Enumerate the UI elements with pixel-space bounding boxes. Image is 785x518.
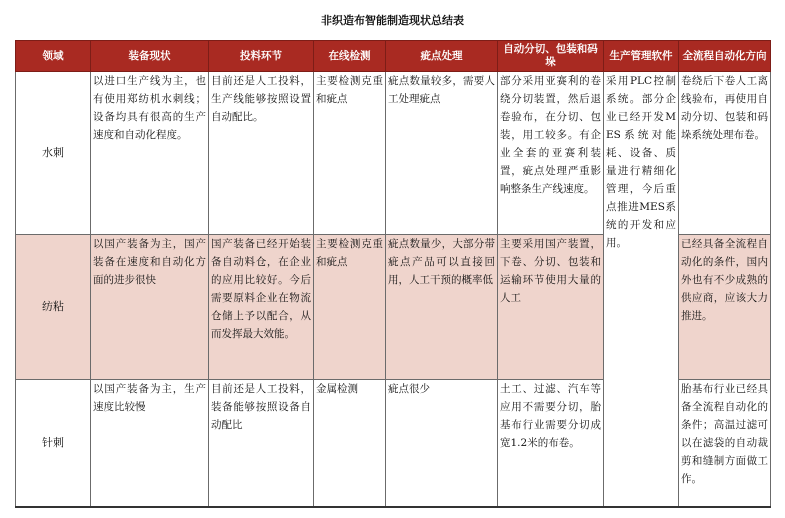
header-inspection: 在线检测 [314, 41, 386, 72]
packing-cell: 主要采用国产装置，下卷、分切、包装和运输环节使用大量的人工 [498, 235, 604, 380]
feeding-cell: 目前还是人工投料，装备能够按照设备自动配比 [209, 380, 314, 508]
equipment-cell: 以进口生产线为主，也有使用郑纺机水刺线；设备均具有很高的生产速度和自动化程度。 [91, 72, 209, 235]
domain-cell: 水刺 [16, 72, 91, 235]
feeding-cell: 国产装备已经开始装备自动料仓，在企业的应用比较好。今后需要原料企业在物流仓储上予以配合，从而发挥最大效能。 [209, 235, 314, 380]
summary-table [15, 40, 771, 508]
direction-cell: 胎基布行业已经具备全流程自动化的条件；高温过滤可以在滤袋的自动裁剪和缝制方面做工作。 [679, 380, 771, 508]
header-row [16, 41, 771, 72]
inspection-cell: 金属检测 [314, 380, 386, 508]
equipment-cell: 以国产装备为主，生产速度比较慢 [91, 380, 209, 508]
defect-cell: 疵点数量少，大部分带疵点产品可以直接回用，人工干预的概率低 [386, 235, 498, 380]
header-management: 生产管理软件 [604, 41, 679, 72]
table-row [16, 72, 771, 235]
defect-cell: 疵点很少 [386, 380, 498, 508]
header-equipment: 装备现状 [91, 41, 209, 72]
equipment-cell: 以国产装备为主，国产装备在速度和自动化方面的进步很快 [91, 235, 209, 380]
header-feeding: 投料环节 [209, 41, 314, 72]
header-defect: 疵点处理 [386, 41, 498, 72]
direction-cell: 卷绕后下卷人工离线验布，再使用自动分切、包装和码垛系统处理布卷。 [679, 72, 771, 235]
defect-cell: 疵点数量较多，需要人工处理疵点 [386, 72, 498, 235]
header-direction: 全流程自动化方向 [679, 41, 771, 72]
table-title: 非织造布智能制造现状总结表 [321, 14, 464, 27]
header-packing: 自动分切、包装和码垛 [498, 41, 604, 72]
direction-cell: 已经具备全流程自动化的条件，国内外也有不少成熟的供应商，应该大力推进。 [679, 235, 771, 380]
packing-cell: 土工、过滤、汽车等应用不需要分切，胎基布行业需要分切成宽1.2米的布卷。 [498, 380, 604, 508]
management-cell: 采用PLC控制系统。部分企业已经开发MES系统对能耗、设备、质量进行精细化管理，今后重点推进MES系统的开发和应用。 [604, 72, 679, 508]
feeding-cell: 目前还是人工投料，生产线能够按照设置自动配比。 [209, 72, 314, 235]
domain-cell: 针刺 [16, 380, 91, 508]
header-domain: 领域 [16, 41, 91, 72]
inspection-cell: 主要检测克重和疵点 [314, 235, 386, 380]
packing-cell: 部分采用亚赛利的卷绕分切装置，然后退卷验布，在分切、包装，用工较多。有企业全套的亚赛利装置，疵点处理严重影响整条生产线速度。 [498, 72, 604, 235]
domain-cell: 纺粘 [16, 235, 91, 380]
inspection-cell: 主要检测克重和疵点 [314, 72, 386, 235]
